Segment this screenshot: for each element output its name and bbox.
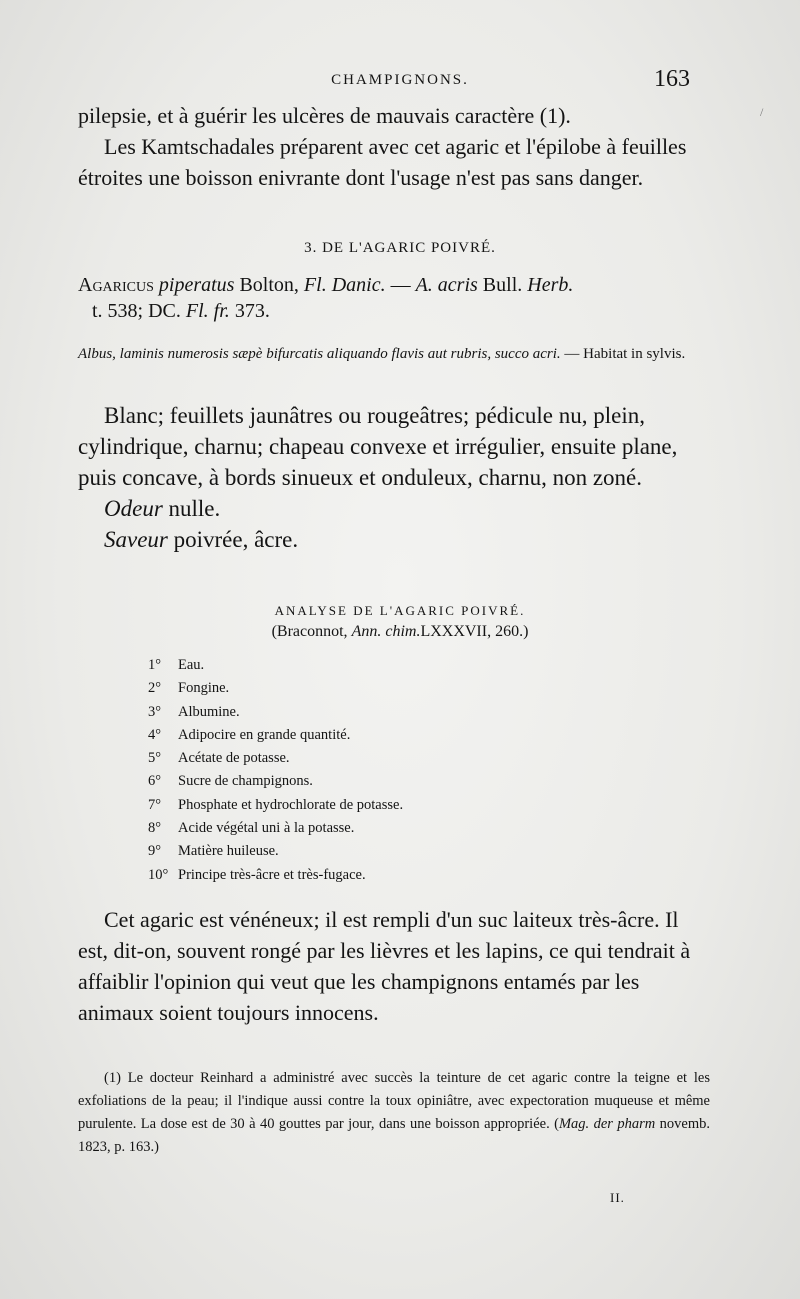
analysis-title: ANALYSE DE L'AGARIC POIVRÉ.: [274, 603, 526, 618]
intro-line-1: pilepsie, et à guérir les ulcères de mauvais caractère (1).: [78, 103, 571, 128]
list-item: [148, 724, 403, 747]
reference-3-page: 373.: [234, 300, 270, 322]
saveur-label: Saveur: [104, 527, 168, 552]
item-number: 6°: [148, 773, 162, 790]
item-text: Acide végétal uni à la potasse.: [178, 820, 355, 837]
item-text: Principe très-âcre et très-fugace.: [178, 866, 366, 883]
footnote-paragraph: [78, 1067, 710, 1159]
analysis-list: [148, 654, 403, 887]
description: [78, 400, 718, 555]
item-number: 9°: [148, 843, 162, 860]
signature-mark: II.: [610, 1190, 625, 1205]
footnote-text: (1) Le docteur Reinhard a administré avec succès la teinture de cet agaric contre la teigne et les exfoliations de la peau; il l'indique aussi contre la toux opiniâtre, avec expectoration muqueuse et même purulente. La dose est de 30 à 40 gouttes par jour, dans une boisson appropriée. (: [78, 1070, 710, 1132]
item-number: 3°: [148, 703, 162, 720]
reference-2: Herb.: [527, 274, 574, 296]
item-number: 10°: [148, 866, 169, 883]
item-text: Sucre de champignons.: [178, 773, 313, 790]
item-number: 8°: [148, 820, 162, 837]
running-head: CHAMPIGNONS.: [331, 72, 469, 88]
synonym-species: A. acris: [415, 274, 478, 296]
list-item: [148, 840, 403, 863]
item-text: Acétate de potasse.: [178, 750, 290, 767]
author-2: Bull.: [482, 274, 523, 296]
list-item: [148, 747, 403, 770]
species-name: piperatus: [158, 274, 235, 296]
item-text: Matière huileuse.: [178, 843, 279, 860]
list-item: [148, 770, 403, 793]
list-item: [148, 701, 403, 724]
diagnosis-text: Albus, laminis numerosis sæpè bifurcatis aliquando flavis aut rubris, succo acri.: [78, 346, 561, 362]
footnote: [78, 1067, 710, 1159]
latin-diagnosis: [78, 343, 708, 365]
genus-name: Agaricus: [78, 274, 154, 296]
conclusion-text: Cet agaric est vénéneux; il est rempli d'un suc laiteux très-âcre. Il est, dit-on, souvent rongé par les lièvres et les lapins, ce qui tendrait à affaiblir l'opinion qui veut que les champignons entamés par les animaux soient toujours innocens.: [78, 907, 691, 1025]
source-journal: Ann. chim.: [351, 623, 421, 640]
list-item: [148, 654, 403, 677]
reference-2-plate: t. 538; DC.: [92, 300, 181, 322]
list-item: [148, 864, 403, 887]
item-text: Phosphate et hydrochlorate de potasse.: [178, 796, 404, 813]
section-title: 3. DE L'AGARIC POIVRÉ.: [304, 240, 496, 256]
footnote-journal: Mag. der pharm: [558, 1116, 656, 1132]
odeur-label: Odeur: [104, 496, 163, 521]
item-number: 1°: [148, 657, 162, 673]
synonymy: [78, 272, 708, 324]
description-text: Blanc; feuillets jaunâtres ou rougeâtres; pédicule nu, plein, cylindrique, charnu; chapeau convexe et irrégulier, ensuite plane, puis concave, à bords sinueux et onduleux, charnu, non zoné.: [78, 403, 678, 490]
item-number: 2°: [148, 680, 162, 697]
item-text: Adipocire en grande quantité.: [178, 726, 351, 743]
item-text: Albumine.: [178, 703, 240, 720]
item-number: 4°: [148, 726, 162, 743]
intro-paragraph: Les Kamtschadales préparent avec cet agaric et l'épilobe à feuilles étroites une boisson enivrante dont l'usage n'est pas sans danger.: [78, 134, 687, 190]
intro-text: [78, 100, 708, 193]
list-item: [148, 794, 403, 817]
item-text: Fongine.: [178, 680, 230, 697]
reference-1: Fl. Danic.: [303, 274, 386, 296]
conclusion: [78, 904, 708, 1028]
list-item: [148, 677, 403, 700]
separator: —: [390, 274, 411, 296]
source-close: LXXXVII, 260.): [420, 623, 529, 640]
item-number: 5°: [148, 750, 162, 767]
odeur-value: nulle.: [168, 496, 221, 521]
page-number: 163: [654, 66, 690, 92]
item-text: Eau.: [178, 657, 205, 673]
saveur-line: [78, 524, 718, 555]
saveur-value: poivrée, âcre.: [173, 527, 299, 552]
source-open: (Braconnot,: [271, 623, 348, 640]
analysis-source: [0, 623, 800, 641]
reference-3: Fl. fr.: [185, 300, 230, 322]
item-number: 7°: [148, 796, 162, 813]
footnote-end: novemb. 1823, p. 163.): [78, 1116, 711, 1155]
margin-mark: /: [760, 105, 764, 119]
habitat-text: — Habitat in sylvis.: [564, 346, 686, 362]
list-item: [148, 817, 403, 840]
page-header: [0, 66, 800, 98]
odeur-line: [78, 493, 718, 524]
author-1: Bolton,: [239, 274, 299, 296]
